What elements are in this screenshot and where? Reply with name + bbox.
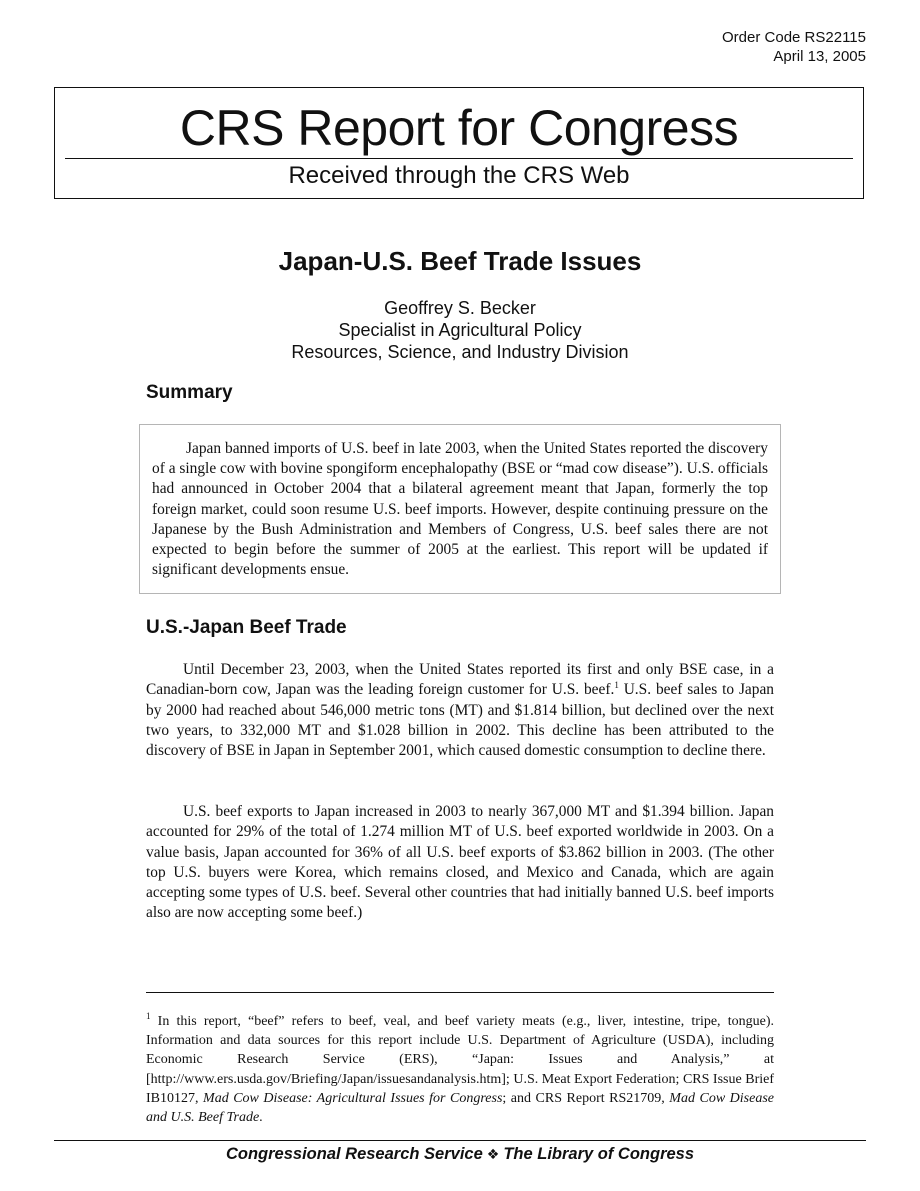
- paragraph-text: Until December 23, 2003, when the United States reported its first and only BSE case, in a Canadian-born cow, Japan was the leading foreign customer for U.S. beef.: [146, 661, 774, 699]
- summary-text: Japan banned imports of U.S. beef in late 2003, when the United States reported the discovery of a single cow with bovine spongiform encephalopathy (BSE or “mad cow disease”). U.S. officials had announced in October 2004 that a bilateral agreement meant that Japan, formerly the top foreign market, could soon resume U.S. beef imports. However, despite continuing pressure on the Japanese by the Bush Administration and Members of Congress, U.S. beef sales there are not expected to begin before the summer of 2005 at the earliest. This report will be updated if significant developments ensue.: [152, 440, 768, 579]
- footnote-divider: [146, 992, 774, 993]
- masthead: [54, 87, 864, 199]
- report-date: April 13, 2005: [773, 48, 866, 65]
- order-code: Order Code RS22115: [722, 29, 866, 46]
- author-division: Resources, Science, and Industry Division: [291, 342, 629, 362]
- footnote-cited-title: Mad Cow Disease: Agricultural Issues for Congress: [203, 1090, 503, 1106]
- footnote-text: In this report, “beef” refers to beef, veal, and beef variety meats (e.g., liver, intestine, tripe, tongue). Information and data sources for this report include U.S. Department of Agriculture (USDA), including Economic Research Service (ERS), “Japan: Issues and Analysis,” at [http://www.ers.usda.gov/Briefing/Japan/issuesandanalysis.htm]; U.S. Meat Export Federation; CRS Issue Brief IB10127,: [146, 1014, 774, 1106]
- page-footer: [0, 1143, 920, 1165]
- footer-library: The Library of Congress: [503, 1145, 695, 1163]
- order-info: [722, 28, 866, 66]
- footnote-cited-title: Mad Cow Disease and U.S. Beef Trade: [146, 1090, 775, 1126]
- diamond-ornament-icon: ❖: [486, 1146, 500, 1162]
- footnote-reference: 1: [614, 680, 619, 691]
- author-name: Geoffrey S. Becker: [384, 298, 536, 318]
- footer-org: Congressional Research Service: [225, 1145, 483, 1163]
- masthead-divider: [65, 158, 853, 159]
- footnote: [146, 1012, 774, 1127]
- author-position: Specialist in Agricultural Policy: [338, 320, 582, 340]
- summary-box: [139, 424, 781, 594]
- summary-heading: Summary: [146, 382, 233, 403]
- section-heading: U.S.-Japan Beef Trade: [146, 617, 347, 638]
- author-block: [0, 297, 920, 363]
- footer-divider: [54, 1140, 866, 1141]
- footnote-number: 1: [146, 1011, 151, 1021]
- footnote-text: ; and CRS Report RS21709,: [502, 1090, 670, 1106]
- paragraph-text: U.S. beef sales to Japan by 2000 had reached about 546,000 metric tons (MT) and $1.814 billion, but declined over the next two years, to 332,000 MT and $1.028 billion in 2002. This decline has been attributed to the discovery of BSE in Japan in September 2001, which caused domestic consumption to decline there.: [146, 681, 774, 760]
- masthead-title: CRS Report for Congress: [179, 100, 739, 156]
- body-paragraph: U.S. beef exports to Japan increased in 2003 to nearly 367,000 MT and $1.394 billion. Japan accounted for 29% of the total of 1.274 million MT of U.S. beef exported worldwide in 2003. On a value basis, Japan accounted for 36% of all U.S. beef exports of $3.862 billion in 2003. (The other top U.S. buyers were Korea, which remains closed, and Mexico and Canada, which are again accepting some types of U.S. beef. Several other countries that had initially banned U.S. beef imports also are now accepting some beef.): [146, 803, 774, 922]
- footnote-text: .: [259, 1110, 263, 1126]
- report-title: Japan-U.S. Beef Trade Issues: [278, 246, 642, 276]
- masthead-subtitle: Received through the CRS Web: [288, 162, 630, 189]
- body-paragraph: [146, 660, 774, 761]
